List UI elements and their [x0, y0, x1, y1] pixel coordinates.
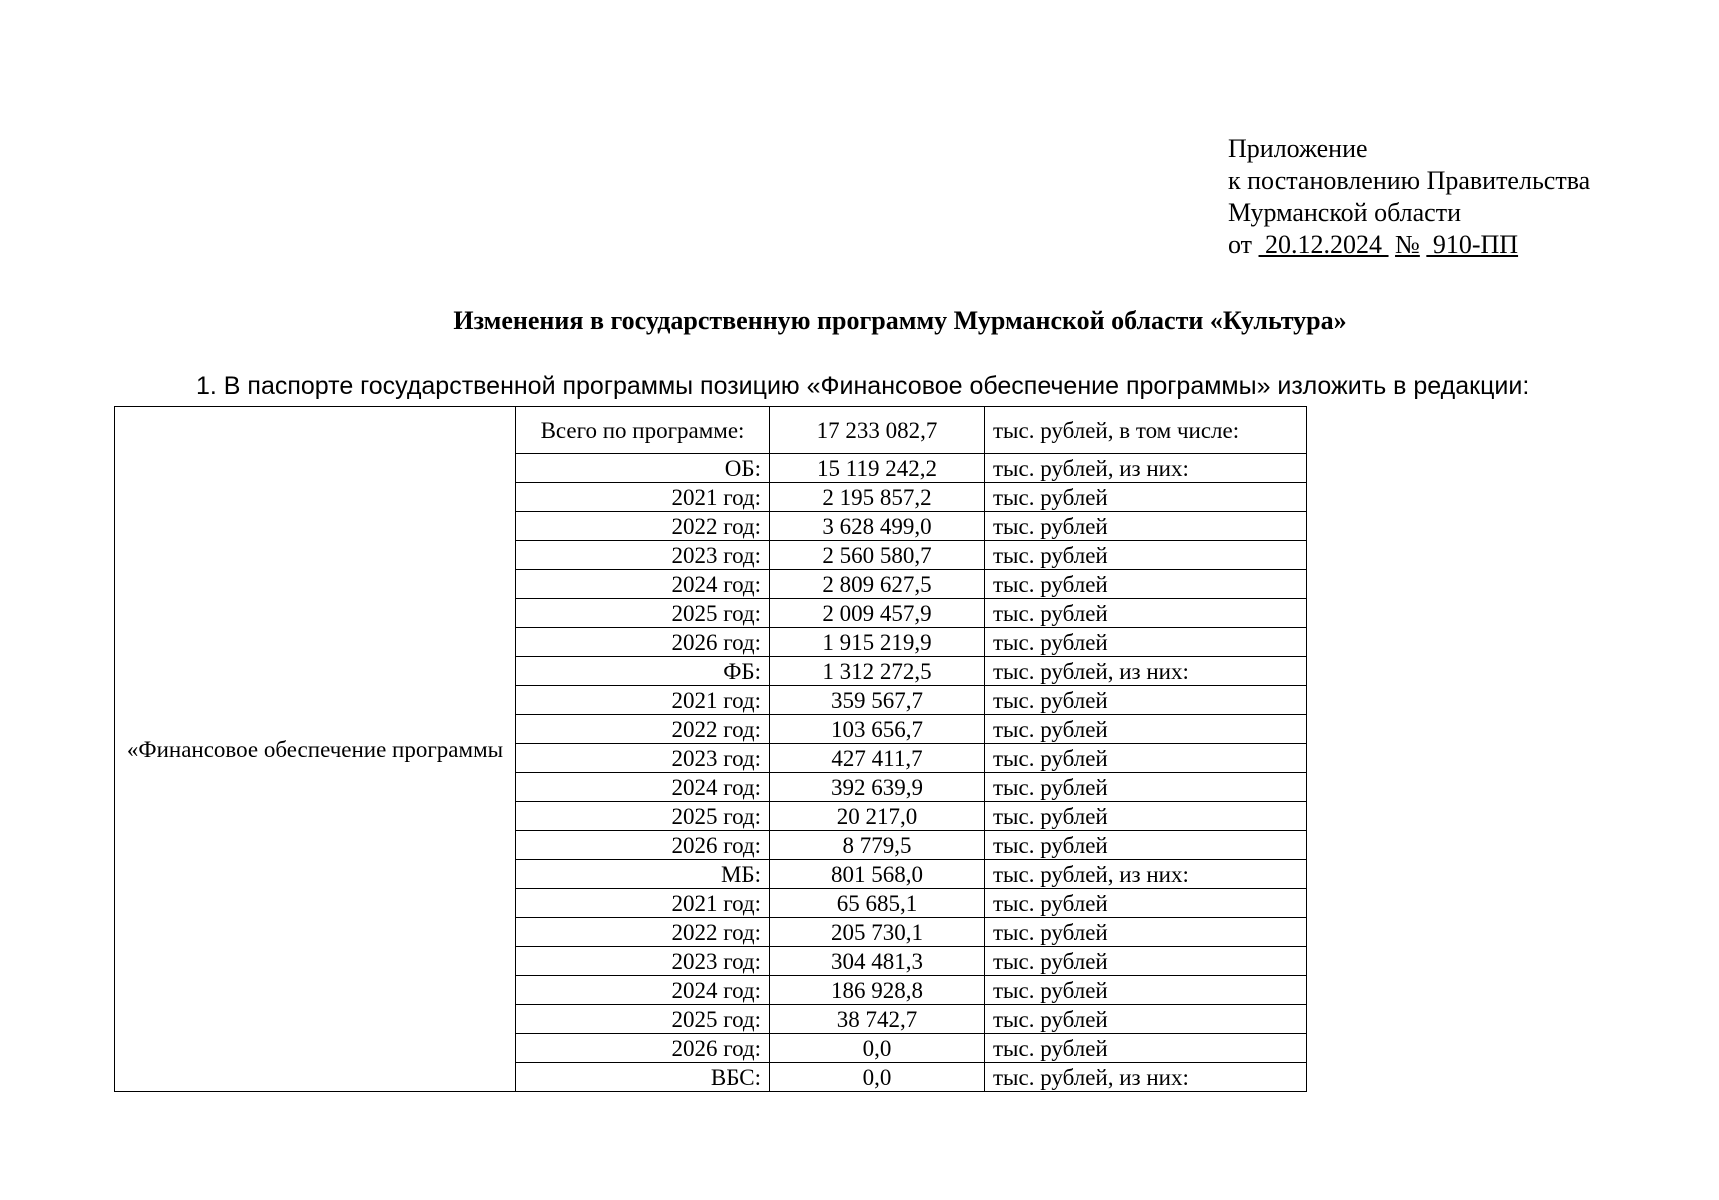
amount-cell: 2 195 857,2 [770, 483, 985, 512]
number-sign: № [1395, 230, 1420, 259]
category-cell: 2025 год: [516, 1005, 770, 1034]
amount-cell: 2 009 457,9 [770, 599, 985, 628]
unit-cell: тыс. рублей, из них: [985, 1063, 1307, 1092]
category-cell: 2025 год: [516, 802, 770, 831]
amount-cell: 1 915 219,9 [770, 628, 985, 657]
category-cell: 2024 год: [516, 570, 770, 599]
unit-cell: тыс. рублей [985, 947, 1307, 976]
amount-cell: 103 656,7 [770, 715, 985, 744]
appendix-date-line [1228, 229, 1590, 261]
category-cell: МБ: [516, 860, 770, 889]
amount-cell: 205 730,1 [770, 918, 985, 947]
category-cell: 2023 год: [516, 541, 770, 570]
category-cell: 2022 год: [516, 512, 770, 541]
category-cell: 2021 год: [516, 483, 770, 512]
amount-cell: 2 809 627,5 [770, 570, 985, 599]
category-cell: ОБ: [516, 454, 770, 483]
unit-cell: тыс. рублей [985, 686, 1307, 715]
category-cell: 2022 год: [516, 918, 770, 947]
appendix-line-1: Приложение [1228, 134, 1368, 163]
financing-table [114, 406, 1307, 1092]
category-cell: ФБ: [516, 657, 770, 686]
unit-cell: тыс. рублей, из них: [985, 860, 1307, 889]
amount-cell: 38 742,7 [770, 1005, 985, 1034]
unit-cell: тыс. рублей [985, 773, 1307, 802]
unit-cell: тыс. рублей [985, 541, 1307, 570]
unit-cell: тыс. рублей [985, 976, 1307, 1005]
intro-paragraph: 1. В паспорте государственной программы позицию «Финансовое обеспечение программы» изложить в редакции: [196, 372, 1530, 400]
date-prefix: от [1228, 230, 1253, 259]
category-cell: 2026 год: [516, 628, 770, 657]
unit-cell: тыс. рублей, из них: [985, 454, 1307, 483]
unit-cell: тыс. рублей [985, 1005, 1307, 1034]
unit-cell: тыс. рублей [985, 512, 1307, 541]
amount-cell: 8 779,5 [770, 831, 985, 860]
category-cell: 2023 год: [516, 947, 770, 976]
category-cell: 2025 год: [516, 599, 770, 628]
amount-cell: 186 928,8 [770, 976, 985, 1005]
unit-cell: тыс. рублей [985, 889, 1307, 918]
unit-cell: тыс. рублей [985, 599, 1307, 628]
category-cell: 2024 год: [516, 773, 770, 802]
amount-cell: 2 560 580,7 [770, 541, 985, 570]
unit-cell: тыс. рублей [985, 570, 1307, 599]
unit-cell: тыс. рублей [985, 483, 1307, 512]
unit-cell: тыс. рублей [985, 918, 1307, 947]
table-row [115, 407, 1307, 454]
unit-cell: тыс. рублей [985, 1034, 1307, 1063]
amount-cell: 0,0 [770, 1063, 985, 1092]
resolution-number: 910-ПП [1426, 230, 1519, 259]
unit-cell: тыс. рублей, в том числе: [985, 407, 1307, 454]
resolution-date: 20.12.2024 [1258, 230, 1389, 259]
category-cell: 2021 год: [516, 889, 770, 918]
unit-cell: тыс. рублей [985, 715, 1307, 744]
category-cell: 2022 год: [516, 715, 770, 744]
amount-cell: 801 568,0 [770, 860, 985, 889]
amount-cell: 65 685,1 [770, 889, 985, 918]
appendix-block [1228, 133, 1590, 261]
category-cell: 2026 год: [516, 831, 770, 860]
category-cell: 2021 год: [516, 686, 770, 715]
category-cell: 2023 год: [516, 744, 770, 773]
amount-cell: 15 119 242,2 [770, 454, 985, 483]
category-cell: 2026 год: [516, 1034, 770, 1063]
amount-cell: 304 481,3 [770, 947, 985, 976]
row-label-cell: «Финансовое обеспечение программы [115, 407, 516, 1092]
appendix-line-3: Мурманской области [1228, 198, 1461, 227]
amount-cell: 17 233 082,7 [770, 407, 985, 454]
unit-cell: тыс. рублей, из них: [985, 657, 1307, 686]
amount-cell: 3 628 499,0 [770, 512, 985, 541]
amount-cell: 0,0 [770, 1034, 985, 1063]
amount-cell: 427 411,7 [770, 744, 985, 773]
unit-cell: тыс. рублей [985, 802, 1307, 831]
unit-cell: тыс. рублей [985, 628, 1307, 657]
amount-cell: 392 639,9 [770, 773, 985, 802]
appendix-line-2: к постановлению Правительства [1228, 166, 1591, 195]
amount-cell: 1 312 272,5 [770, 657, 985, 686]
category-cell: 2024 год: [516, 976, 770, 1005]
category-cell: Всего по программе: [516, 407, 770, 454]
category-cell: ВБС: [516, 1063, 770, 1092]
amount-cell: 359 567,7 [770, 686, 985, 715]
unit-cell: тыс. рублей [985, 831, 1307, 860]
financing-table-body [115, 407, 1307, 1092]
document-title: Изменения в государственную программу Мурманской области «Культура» [453, 306, 1347, 335]
unit-cell: тыс. рублей [985, 744, 1307, 773]
amount-cell: 20 217,0 [770, 802, 985, 831]
